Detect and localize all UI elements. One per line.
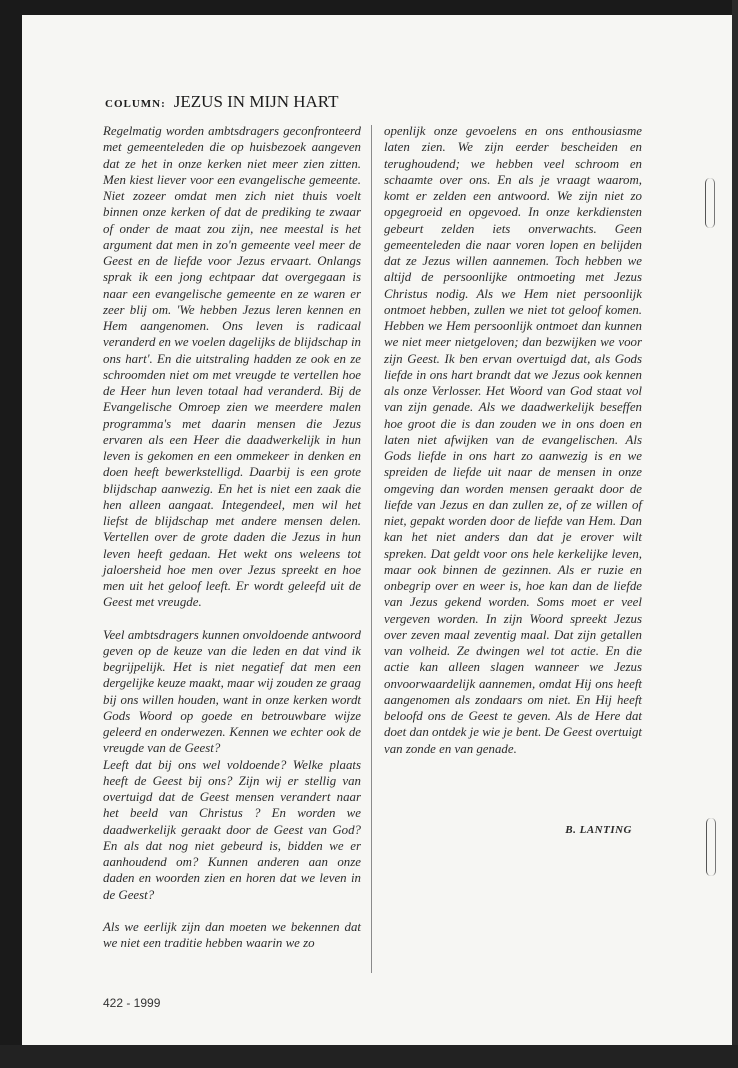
paragraph: Regelmatig worden ambtsdragers geconfronteerd met gemeenteleden die op huisbezoek aangeven dat ze het in onze kerken niet meer zien zitten. Men kiest liever voor een evangelische gemeente. Niet zozeer omdat men zich niet thuis voelt binnen onze kerken of dat de prediking te zwaar of onder de maat zou zijn, nee meestal is het argument dat men in zo'n gemeente veel meer de Geest en de liefde voor Jezus ervaart. Onlangs sprak ik een jong echtpaar dat overgegaan is naar een evangelische gemeente en ze waren er zeer blij om. 'We hebben Jezus leren kennen en Hem aangenomen. Ons leven is radicaal veranderd en we voelen dagelijks de blijdschap in ons hart'. En die uitstraling hadden ze ook en ze schroomden niet om met vreugde te vertellen hoe de Heer hun leven totaal had veranderd. Bij de Evangelische Omroep zien we meerdere malen programma's met daarin mensen die Jezus ervaren als een Heer die daadwerkelijk in hun leven is gekomen en een ommekeer in denken en doen heeft bewerkstelligd. Daarbij is een grote blijdschap aanwezig. En het is niet een zaak die hen alleen aangaat. Integendeel, men wil het liefst de blijdschap met andere mensen delen. Vertellen over de grote daden die Jezus in hun leven heeft gedaan. Het wekt ons weleens tot jaloersheid hoe men over Jezus spreekt en hoe men uit het geloof leeft. Er wordt geleefd uit de Geest met vreugde. [103,124,361,610]
scan-right-edge [732,0,738,1068]
paragraph: Als we eerlijk zijn dan moeten we bekennen dat we niet een traditie hebben waarin we zo [103,919,361,950]
right-column [384,123,642,757]
article-title: JEZUS IN MIJN HART [173,92,339,111]
scan-bottom-band [0,1045,738,1068]
left-column [103,123,361,951]
column-divider [371,125,372,973]
binding-mark [705,178,715,228]
paragraph: Veel ambtsdragers kunnen onvoldoende antwoord geven op de keuze van die leden en dat vind ik begrijpelijk. Het is niet negatief dat men een dergelijke keuze maakt, maar wij zouden ze graag bij ons willen houden, want in onze kerken wordt Gods Woord op goede en betrouwbare wijze geleerd en onderwezen. Kennen we echter ook de vreugde van de Geest? [103,627,362,756]
column-label: COLUMN: [105,98,166,110]
paragraph: openlijk onze gevoelens en ons enthousiasme laten zien. We zijn eerder bescheiden en terughoudend; we hebben veel schroom en schaamte over ons. En als je vraagt waarom, komt er zelden een antwoord. We zijn niet zo opgegroeid en opgevoed. In onze kerkdiensten gebeurt zelden iets onverwachts. Geen gemeenteleden die naar voren lopen en belijden dat ze Jezus willen aannemen. Toch hebben we altijd de persoonlijke ontmoeting met Jezus Christus nodig. Als we Hem niet persoonlijk ontmoet hebben, zullen we niet tot geloof komen. Hebben we Hem persoonlijk ontmoet dan kunnen we niet meer nietgeloven; dan bezwijken we voor zijn Geest. Ik ben ervan overtuigd dat, als Gods liefde in ons hart brandt dat we Jezus ook kennen als onze Verlosser. Het Woord van God staat vol van zijn genade. Als we daadwerkelijk beseffen hoe groot die is dan zouden we in ons doen en laten niet afwijken van de evangelischen. Als Gods liefde in ons hart zo aanwezig is en we spreiden de liefde uit naar de mensen in onze omgeving dan worden mensen geraakt door de liefde van Jezus en dan zullen ze, of ze willen of niet, gepakt worden door de liefde van Hem. Dan kan het niet anders dan dat je erover wilt spreken. Dat geldt voor ons hele kerkelijke leven, maar ook binnen de gezinnen. Als er ruzie en onbegrip over en weer is, hoe kan dan de liefde van Jezus gekend worden. Soms moet er veel vergeven worden. In zijn Woord spreekt Jezus over zeven maal zeventig maal. Dat zijn getallen van volheid. Ze dwingen wel tot actie. En die actie kan alleen slagen wanneer we Jezus onvoorwaardelijk aannemen, omdat Hij ons heeft aangenomen als zondaars om niet. En Hij heeft beloofd ons de Geest te geven. Als de Here dat doet dan ontdek je wie je bent. De Geest overtuigt van zonde en van genade. [384,124,642,756]
author-signature: B. LANTING [565,824,632,836]
column-header [105,92,339,112]
binding-mark [706,818,716,876]
paragraph: Leeft dat bij ons wel voldoende? Welke plaats heeft de Geest bij ons? Zijn wij er stellig van overtuigd dat de Geest mensen verandert naar het beeld van Christus ? En worden we daadwerkelijk geraakt door de Geest van God? En als dat nog niet gebeurd is, bidden we er aanhoudend om? Kunnen anderen aan onze daden en woorden zien en horen dat we leven in de Geest? [103,757,361,902]
page-number: 422 - 1999 [103,996,161,1010]
